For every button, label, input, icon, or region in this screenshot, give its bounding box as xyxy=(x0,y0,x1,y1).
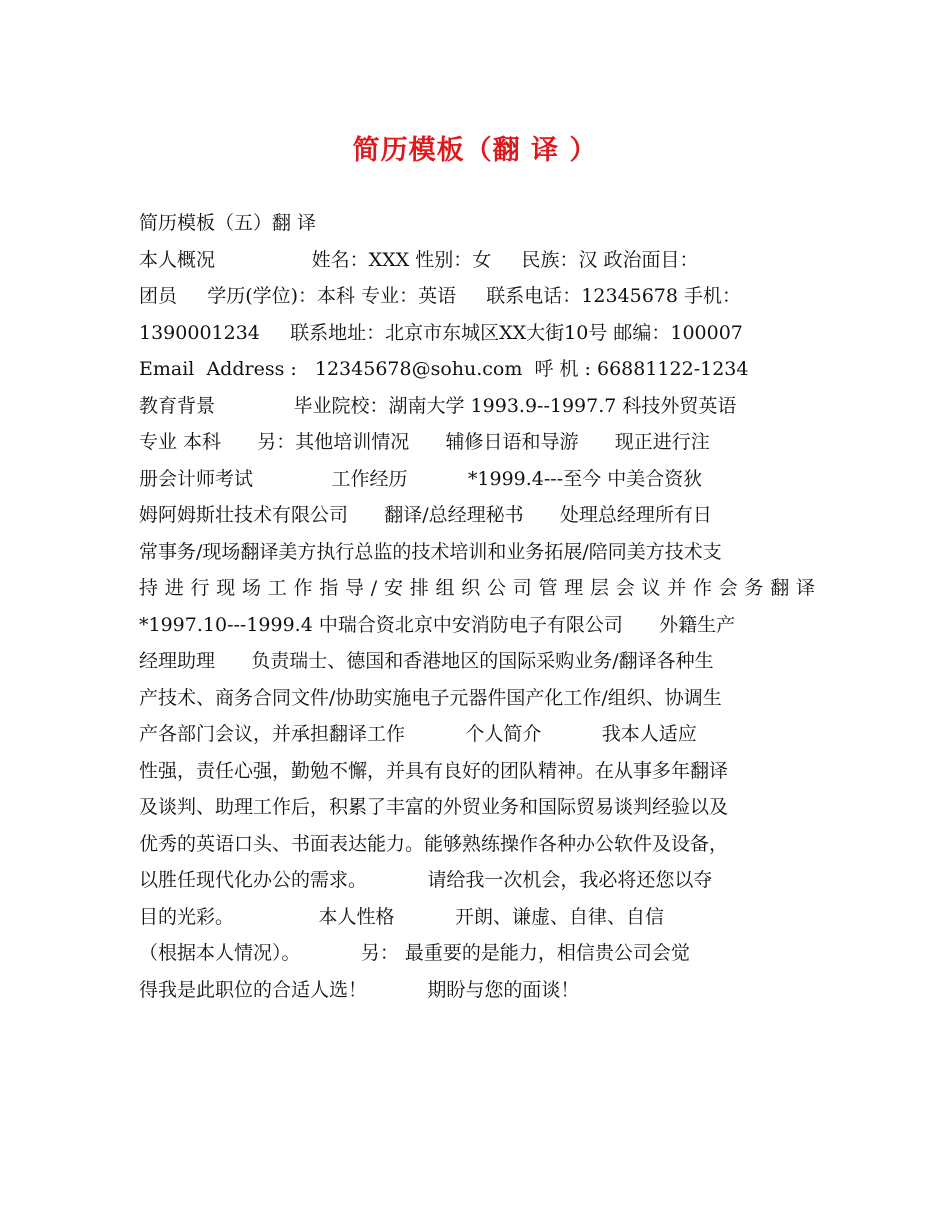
body-line: 姆阿姆斯壮技术有限公司 翻译/总经理秘书 处理总经理所有日 xyxy=(139,504,712,526)
body-line: 产技术、商务合同文件/协助实施电子元器件国产化工作/组织、协调生 xyxy=(139,686,722,709)
document-title: 简历模板（翻 译 ） xyxy=(352,135,598,166)
body-line: 专业 本科 另：其他培训情况 辅修日语和导游 现正进行注 xyxy=(139,431,710,453)
body-line: 团员 学历(学位)：本科 专业：英语 联系电话：12345678 手机： xyxy=(139,285,742,307)
body-line: 常事务/现场翻译美方执行总监的技术培训和业务拓展/陪同美方技术支 xyxy=(139,540,722,563)
body-line: 优秀的英语口头、书面表达能力。能够熟练操作各种办公软件及设备， xyxy=(139,832,729,855)
body-line: 经理助理 负责瑞士、德国和香港地区的国际采购业务/翻译各种生 xyxy=(139,650,714,672)
body-line: 册会计师考试 工作经历 *1999.4---至今 中美合资狄 xyxy=(139,467,703,490)
body-line: 1390001234 联系地址：北京市东城区XX大街10号 邮编：100007 xyxy=(139,321,743,344)
body-line: Email Address : 12345678@sohu.com 呼 机 : 66881122-1234 xyxy=(139,358,749,380)
body-line: 本人概况 姓名：XXX 性别：女 民族：汉 政治面目： xyxy=(139,248,699,271)
body-line: 性强，责任心强，勤勉不懈，并具有良好的团队精神。在从事多年翻译 xyxy=(139,759,729,782)
body-line: 及谈判、助理工作后，积累了丰富的外贸业务和国际贸易谈判经验以及 xyxy=(139,796,729,818)
body-line: 简历模板（五）翻 译 xyxy=(139,212,317,234)
body-line: 教育背景 毕业院校：湖南大学 1993.9--1997.7 科技外贸英语 xyxy=(139,394,737,417)
body-line: 得我是此职位的合适人选！ 期盼与您的面谈！ xyxy=(139,978,580,1001)
body-line: 以胜任现代化办公的需求。 请给我一次机会，我必将还您以夺 xyxy=(139,869,713,891)
body-line: 目的光彩。 本人性格 开朗、谦虚、自律、自信 xyxy=(139,905,664,928)
body-line: *1997.10---1999.4 中瑞合资北京中安消防电子有限公司 外籍生产 xyxy=(139,613,736,636)
body-line: （根据本人情况）。 另： 最重要的是能力，相信贵公司会觉 xyxy=(139,942,690,964)
body-line: 持进行现场工作指导/安排组织公司管理层会议并作会务翻译 xyxy=(139,577,815,599)
body-line: 产各部门会议，并承担翻译工作 个人简介 我本人适应 xyxy=(139,723,697,745)
document-body xyxy=(139,205,815,1008)
